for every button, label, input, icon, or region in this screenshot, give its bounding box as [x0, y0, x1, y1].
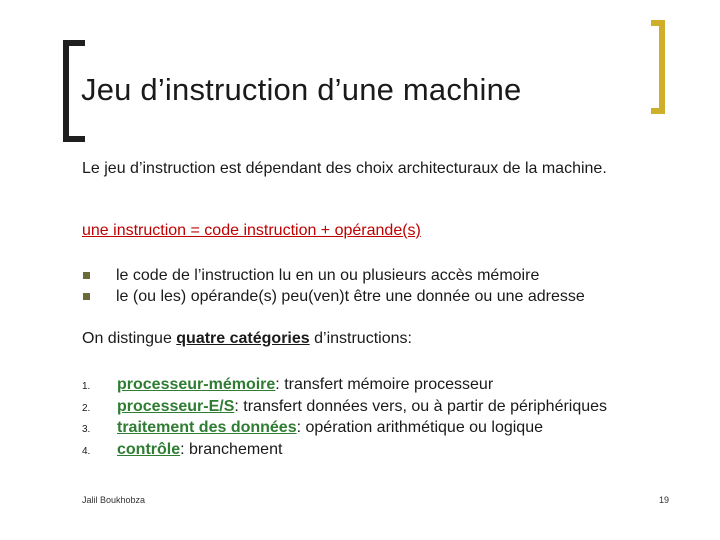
- category-term: traitement des données: [117, 419, 297, 436]
- category-term: contrôle: [117, 440, 181, 458]
- category-desc: : branchement: [180, 440, 283, 458]
- category-desc: : transfert mémoire processeur: [275, 376, 494, 393]
- slide-title: Jeu d’instruction d’une machine: [81, 72, 522, 107]
- right-bracket-decoration: [651, 20, 665, 114]
- list-item: [82, 396, 607, 418]
- footer-author: Jalil Boukhobza: [82, 495, 146, 505]
- list-item: [82, 374, 607, 396]
- category-term: processeur-E/S: [117, 397, 235, 415]
- page-number: 19: [658, 495, 669, 505]
- list-item: [82, 286, 585, 307]
- list-item: [82, 265, 585, 286]
- categories-intro-before: On distingue: [82, 330, 177, 347]
- category-desc: : transfert données vers, ou à partir de périphériques: [234, 397, 608, 415]
- item-number: 2.: [82, 402, 91, 414]
- bullet-text: le code de l’instruction lu en un ou plusieurs accès mémoire: [116, 267, 540, 284]
- list-item: [82, 439, 607, 461]
- intro-text: Le jeu d’instruction est dépendant des choix architecturaux de la machine.: [82, 160, 607, 177]
- categories-intro-emphasis: quatre catégories: [176, 330, 310, 347]
- item-number: 1.: [82, 381, 91, 392]
- categories-intro: [82, 330, 412, 348]
- item-number: 3.: [82, 424, 91, 435]
- instruction-formula-text: une instruction = code instruction + opérande(s): [82, 222, 421, 239]
- categories-intro-after: d’instructions:: [309, 330, 412, 347]
- list-item: [82, 417, 607, 439]
- category-term: processeur-mémoire: [117, 376, 276, 393]
- instruction-formula: [82, 222, 421, 240]
- categories-list: [82, 374, 607, 460]
- square-bullet-icon: [83, 293, 90, 300]
- bullet-text: le (ou les) opérande(s) peu(ven)t être une donnée ou une adresse: [116, 288, 585, 305]
- bullet-list: [82, 265, 585, 307]
- item-number: 4.: [82, 445, 91, 457]
- category-desc: : opération arithmétique ou logique: [296, 419, 543, 436]
- square-bullet-icon: [83, 272, 90, 279]
